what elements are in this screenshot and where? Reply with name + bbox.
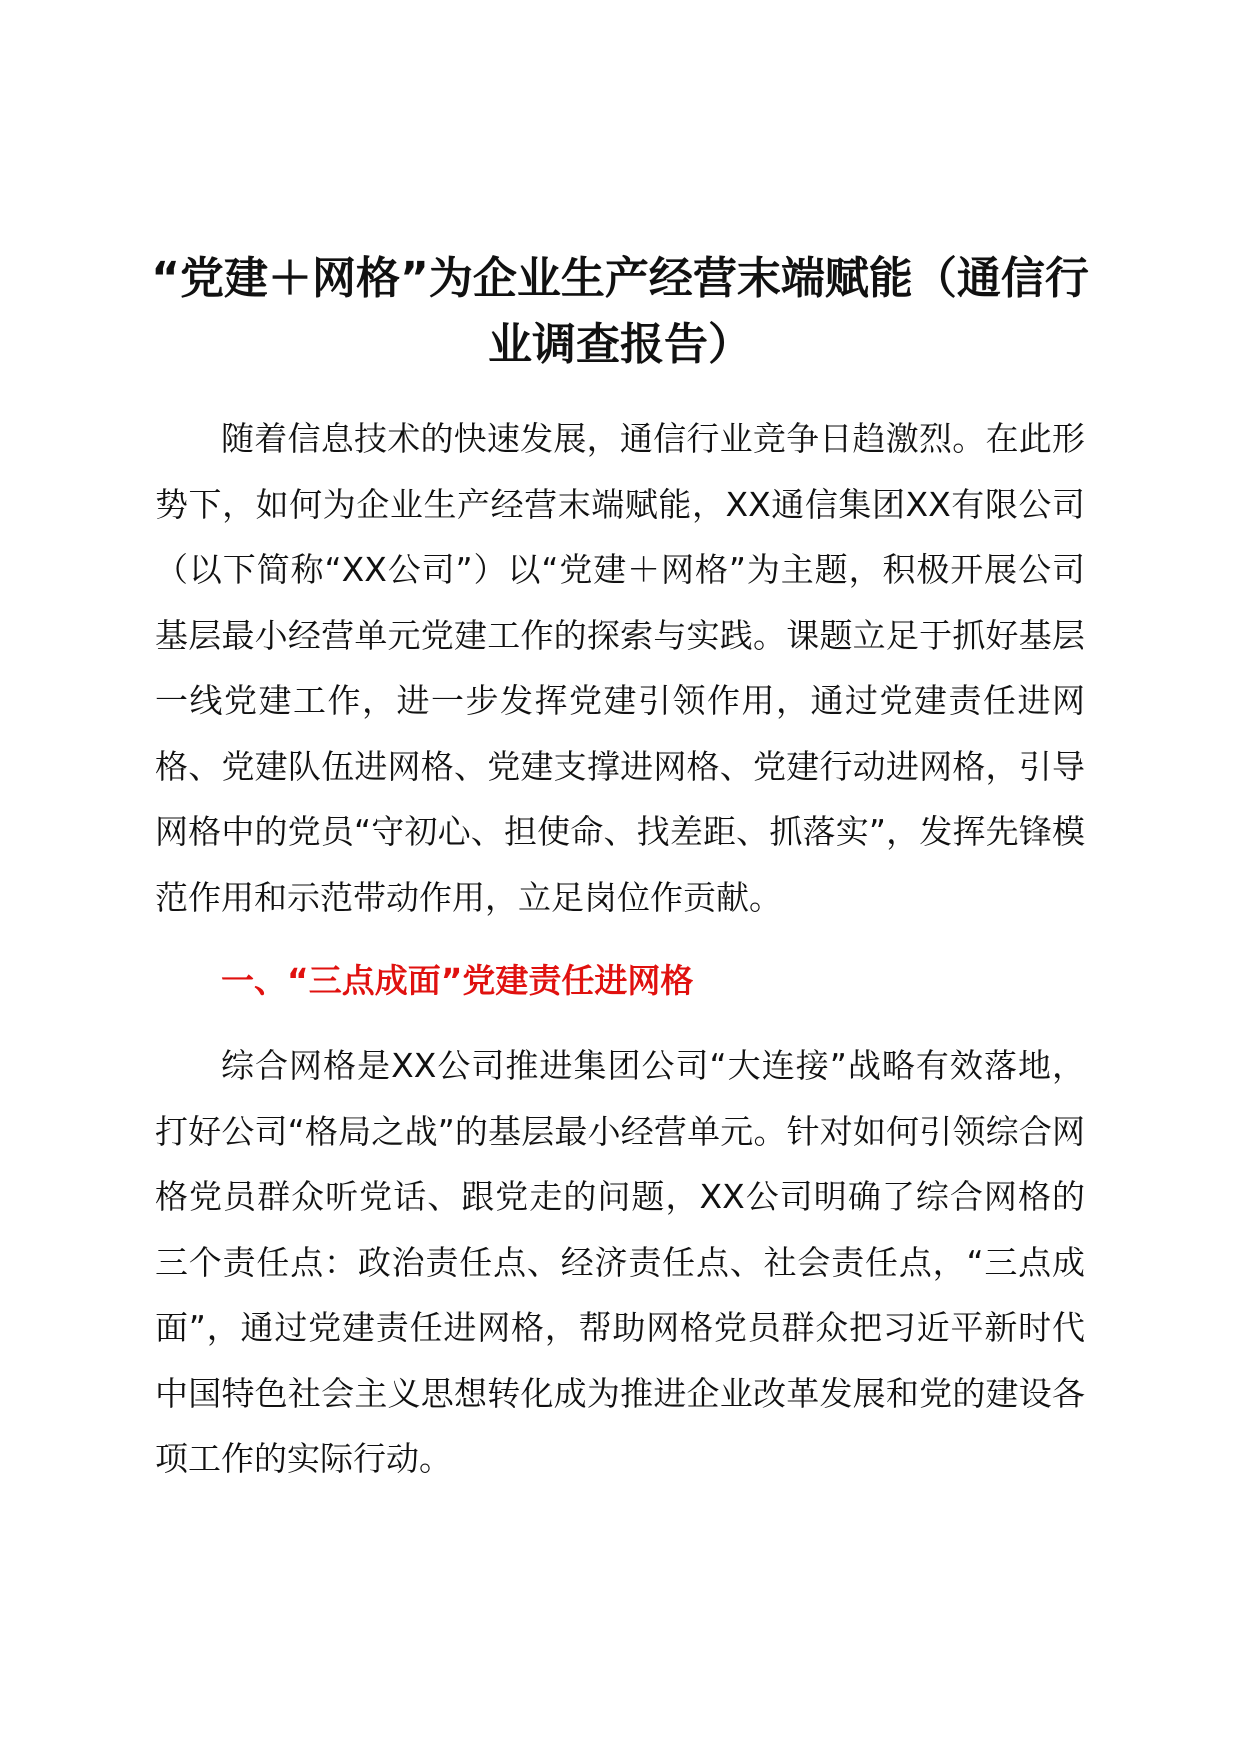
intro-paragraph: 随着信息技术的快速发展，通信行业竞争日趋激烈。在此形势下，如何为企业生产经营末端赋能，XX通信集团XX有限公司（以下简称“XX公司”）以“党建＋网格”为主题，积极开展公司基层最小经营单元党建工作的探索与实践。课题立足于抓好基层一线党建工作，进一步发挥党建引领作用，通过党建责任进网格、党建队伍进网格、党建支撑进网格、党建行动进网格，引导网格中的党员“守初心、担使命、找差距、抓落实”，发挥先锋模范作用和示范带动作用，立足岗位作贡献。 [155, 419, 1085, 917]
section-paragraph: 综合网格是XX公司推进集团公司“大连接”战略有效落地，打好公司“格局之战”的基层最小经营单元。针对如何引领综合网格党员群众听党话、跟党走的问题，XX公司明确了综合网格的三个责任点：政治责任点、经济责任点、社会责任点，“三点成面”，通过党建责任进网格，帮助网格党员群众把习近平新时代中国特色社会主义思想转化成为推进企业改革发展和党的建设各项工作的实际行动。 [155, 1046, 1085, 1478]
section-heading: 一、“三点成面”党建责任进网格 [221, 961, 694, 1000]
document-title: “党建＋网格”为企业生产经营末端赋能（通信行业调查报告） [151, 253, 1089, 370]
